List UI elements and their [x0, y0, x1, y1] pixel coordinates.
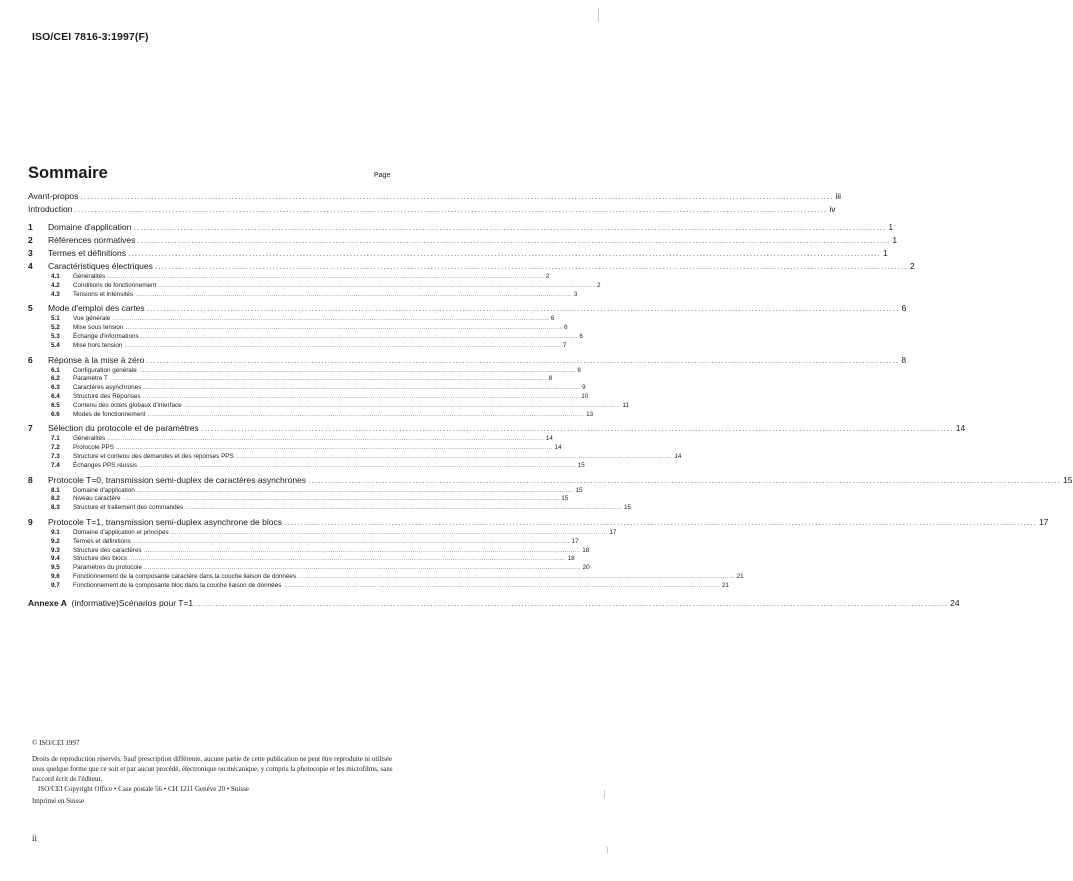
subsection-number: 5.4	[51, 341, 60, 349]
toc-section-entry	[28, 247, 888, 260]
subsection-label: Échanges PPS réussis	[73, 461, 138, 469]
subsection-label: Tensions et intensités	[73, 290, 134, 298]
dot-leader	[139, 367, 576, 376]
dot-leader	[80, 190, 833, 203]
toc-subsection-entry	[28, 461, 585, 471]
subsection-page: 15	[561, 495, 569, 503]
toc-title: Sommaire	[28, 164, 108, 182]
toc-subsection-entry	[28, 384, 586, 393]
toc-subsection-entry	[28, 281, 601, 291]
toc-section-entry	[28, 516, 1049, 529]
toc-section-entry	[28, 474, 1073, 487]
toc-section-entry	[28, 422, 966, 435]
subsection-page: 6	[579, 332, 583, 340]
toc-subsection-entry	[28, 366, 581, 376]
toc-subsection-entry	[28, 546, 590, 556]
subsection-page: 15	[577, 461, 585, 469]
subsection-page: 11	[622, 401, 629, 409]
dot-leader	[107, 273, 544, 282]
section-page: 8	[901, 354, 907, 365]
subsection-label: Fonctionnement de la composante bloc dans la couche liaison de données	[73, 581, 282, 589]
section-number: 1	[28, 222, 33, 232]
dot-leader	[129, 555, 566, 564]
dot-leader	[171, 529, 608, 538]
subsection-label: Domaine d'application et principes	[73, 528, 169, 536]
subsection-label: Niveau caractère	[73, 495, 121, 503]
subsection-page: 14	[545, 435, 553, 443]
entry-page: iii	[835, 191, 842, 201]
subsection-label: Mise hors tension	[73, 341, 123, 349]
dot-leader	[143, 384, 580, 393]
subsection-label: Structure et contenu des demandes et des réponses PPS	[73, 452, 234, 460]
toc-subsection-entry	[28, 332, 583, 342]
subsection-number: 6.2	[51, 375, 60, 383]
subsection-page: 14	[674, 452, 682, 460]
dot-leader	[195, 597, 948, 610]
toc-section-entry	[28, 302, 907, 315]
dot-leader	[298, 573, 735, 582]
dot-leader	[201, 422, 954, 435]
page-column-label: Page	[374, 172, 391, 179]
subsection-number: 6.3	[51, 384, 60, 392]
toc-subsection-entry	[28, 410, 594, 420]
dot-leader	[144, 547, 581, 556]
subsection-number: 5.1	[51, 315, 60, 323]
subsection-page: 3	[573, 290, 578, 298]
subsection-label: Conditions de fonctionnement	[73, 281, 157, 289]
subsection-number: 8.1	[51, 486, 60, 494]
subsection-number: 4.1	[51, 273, 60, 280]
dot-leader	[116, 444, 553, 453]
subsection-number: 8.2	[51, 495, 60, 503]
subsection-number: 8.3	[51, 504, 60, 512]
dot-leader	[236, 453, 673, 462]
subsection-label: Vue générale	[73, 315, 111, 323]
subsection-number: 7.3	[51, 452, 60, 460]
toc-subsection-entry	[28, 528, 617, 538]
toc-section-entry	[28, 354, 907, 367]
dot-leader	[147, 302, 900, 315]
toc-section-entry	[28, 260, 915, 273]
subsection-number: 9.7	[51, 581, 60, 589]
entry-label: Introduction	[28, 204, 73, 214]
section-label: Protocole T=0, transmission semi-duplex de caractères asynchrones	[48, 474, 307, 485]
section-number: 8	[28, 474, 33, 485]
section-number: 7	[28, 423, 33, 434]
dot-leader	[110, 375, 547, 384]
subsection-label: Domaine d'application	[73, 486, 135, 494]
subsection-page: 17	[571, 537, 579, 545]
subsection-number: 6.6	[51, 410, 60, 418]
scan-mark	[607, 847, 608, 853]
toc-subsection-entry	[28, 290, 578, 300]
section-label: Termes et définitions	[48, 248, 126, 258]
dot-leader	[144, 564, 581, 573]
dot-leader	[158, 282, 595, 291]
subsection-label: Généralités	[73, 273, 106, 280]
section-page: 14	[955, 423, 966, 434]
toc-subsection-entry	[28, 401, 629, 411]
subsection-number: 9.4	[51, 555, 60, 563]
dot-leader	[184, 402, 621, 411]
subsection-page: 14	[554, 444, 562, 452]
dot-leader	[155, 260, 908, 273]
section-number: 2	[28, 235, 33, 245]
subsection-label: Termes et définitions	[73, 537, 131, 545]
section-label: Mode d'emploi des cartes	[48, 303, 145, 314]
subsection-number: 7.2	[51, 444, 60, 452]
document-header: ISO/CEI 7816-3:1997(F)	[32, 31, 149, 43]
dot-leader	[125, 324, 562, 333]
subsection-label: Généralités	[73, 435, 106, 443]
section-label: Caractéristiques électriques	[48, 261, 153, 271]
subsection-page: 8	[577, 366, 581, 374]
toc-subsection-entry	[28, 392, 589, 402]
section-page: 17	[1038, 516, 1049, 527]
toc-subsection-entry	[28, 435, 553, 444]
dot-leader	[135, 291, 572, 300]
subsection-label: Structure des Réponses	[73, 392, 141, 400]
toc-subsection-entry	[28, 581, 729, 591]
subsection-number: 7.1	[51, 435, 60, 443]
toc-annex-entry	[28, 597, 960, 610]
dot-leader	[146, 354, 899, 367]
toc-subsection-entry	[28, 324, 568, 333]
dot-leader	[283, 582, 720, 591]
subsection-number: 6.1	[51, 366, 60, 374]
subsection-page: 7	[563, 341, 567, 349]
section-page: 6	[901, 303, 907, 314]
subsection-number: 5.3	[51, 332, 60, 340]
page-number: ii	[32, 833, 38, 843]
subsection-label: Échange d'informations	[73, 332, 139, 340]
dot-leader	[137, 487, 574, 496]
section-label: Sélection du protocole et de paramètres	[48, 423, 199, 434]
subsection-number: 7.4	[51, 461, 60, 469]
scan-mark	[598, 8, 599, 22]
dot-leader	[143, 393, 580, 402]
dot-leader	[123, 495, 560, 504]
dot-leader	[308, 474, 1061, 487]
section-number: 6	[28, 354, 33, 365]
subsection-label: Caractères asynchrones	[73, 384, 142, 392]
subsection-number: 5.2	[51, 324, 60, 332]
subsection-label: Structure des caractères	[73, 546, 142, 554]
subsection-number: 6.4	[51, 392, 60, 400]
dot-leader	[133, 538, 570, 547]
subsection-page: 6	[550, 315, 555, 323]
section-label: Références normatives	[48, 235, 136, 245]
dot-leader	[147, 411, 584, 420]
toc-front-entry	[28, 190, 842, 203]
subsection-number: 9.1	[51, 528, 60, 536]
entry-label: Avant-propos	[28, 191, 79, 201]
toc-section-entry	[28, 221, 894, 234]
subsection-number: 4.3	[51, 290, 60, 298]
section-page: 15	[1063, 474, 1073, 485]
subsection-page: 9	[581, 384, 586, 392]
dot-leader	[137, 234, 890, 247]
printed-in: Imprimé en Suisse	[32, 797, 85, 805]
subsection-page: 15	[623, 504, 631, 512]
dot-leader	[284, 516, 1037, 529]
subsection-number: 9.5	[51, 564, 60, 572]
dot-leader	[107, 435, 544, 444]
section-page: 1	[888, 222, 894, 232]
copyright-line: © ISO/CEI 1997	[32, 739, 80, 747]
subsection-page: 2	[597, 281, 601, 289]
subsection-label: Fonctionnement de la composante caractère dans la couche liaison de données	[73, 572, 296, 580]
toc-subsection-entry	[28, 537, 579, 547]
toc-subsection-entry	[28, 555, 575, 564]
dot-leader	[74, 203, 827, 216]
subsection-page: 18	[582, 546, 590, 554]
toc-subsection-entry	[28, 341, 567, 351]
subsection-page: 20	[582, 564, 590, 572]
dot-leader	[128, 247, 881, 260]
subsection-label: Mise sous tension	[73, 324, 124, 332]
dot-leader	[141, 333, 578, 342]
toc-front-entry	[28, 203, 836, 216]
section-label: Domaine d'application	[48, 222, 132, 232]
section-label: Protocole T=1, transmission semi-duplex asynchrone de blocs	[48, 516, 282, 527]
subsection-label: Paramètre T	[73, 375, 108, 383]
dot-leader	[124, 342, 561, 351]
subsection-page: 15	[575, 486, 583, 494]
table-of-contents	[28, 190, 1073, 610]
section-page: 1	[882, 248, 888, 258]
toc-subsection-entry	[28, 273, 550, 282]
section-number: 3	[28, 248, 33, 258]
subsection-page: 21	[736, 572, 744, 580]
subsection-label: Configuration générale	[73, 366, 137, 374]
rights-statement: Droits de reproduction réservés. Sauf prescription différente, aucune partie de cette publication ne peut être reproduite ni utilisée sous quelque forme que ce soit et par aucun procédé, électronique ou mécanique, y compris la photocopie et les microfilms, sans l'accord écrit de l'éditeur.	[32, 755, 393, 783]
subsection-number: 9.6	[51, 572, 60, 580]
section-number: 9	[28, 516, 33, 527]
toc-subsection-entry	[28, 452, 682, 462]
annex-qualifier: (informative)	[71, 597, 119, 608]
dot-leader	[185, 504, 622, 513]
toc-subsection-entry	[28, 572, 744, 582]
scan-mark	[604, 790, 605, 798]
toc-subsection-entry	[28, 444, 562, 453]
subsection-page: 21	[721, 581, 729, 589]
subsection-label: Contenu des octets globaux d'interface	[73, 401, 182, 409]
subsection-label: Structure des blocs	[73, 555, 127, 563]
subsection-label: Modes de fonctionnement	[73, 410, 146, 418]
subsection-number: 9.2	[51, 537, 60, 545]
subsection-number: 6.5	[51, 401, 60, 409]
section-page: 1	[892, 235, 898, 245]
section-label: Réponse à la mise à zéro	[48, 354, 145, 365]
section-number: 4	[28, 261, 33, 271]
subsection-page: 6	[564, 324, 568, 332]
copyright-notice	[32, 738, 400, 806]
subsection-page: 8	[548, 375, 553, 383]
dot-leader	[133, 221, 886, 234]
dot-leader	[139, 462, 576, 471]
subsection-label: Protocole PPS	[73, 444, 114, 452]
toc-subsection-entry	[28, 504, 631, 513]
subsection-page: 13	[586, 410, 594, 418]
section-number: 5	[28, 303, 33, 314]
toc-subsection-entry	[28, 315, 555, 324]
subsection-number: 4.2	[51, 281, 60, 289]
subsection-page: 10	[581, 392, 589, 400]
toc-section-entry	[28, 234, 898, 247]
subsection-label: Paramètres du protocole	[73, 564, 142, 572]
subsection-page: 2	[545, 273, 550, 280]
entry-page: iv	[829, 204, 836, 214]
annex-title: Scénarios pour T=1	[118, 597, 194, 608]
toc-subsection-entry	[28, 375, 553, 384]
toc-subsection-entry	[28, 495, 569, 504]
subsection-page: 18	[567, 555, 575, 563]
subsection-page: 17	[609, 528, 617, 536]
subsection-number: 9.3	[51, 546, 60, 554]
section-page: 2	[909, 261, 915, 271]
toc-subsection-entry	[28, 564, 590, 573]
toc-subsection-entry	[28, 486, 583, 496]
annex-label: Annexe A	[28, 597, 67, 608]
dot-leader	[112, 315, 549, 324]
copyright-office: ISO/CEI Copyright Office • Case postale 56 • CH 1211 Genève 20 • Suisse	[38, 785, 249, 793]
subsection-label: Structure et traitement des commandes	[73, 504, 184, 512]
annex-page: 24	[950, 597, 960, 608]
